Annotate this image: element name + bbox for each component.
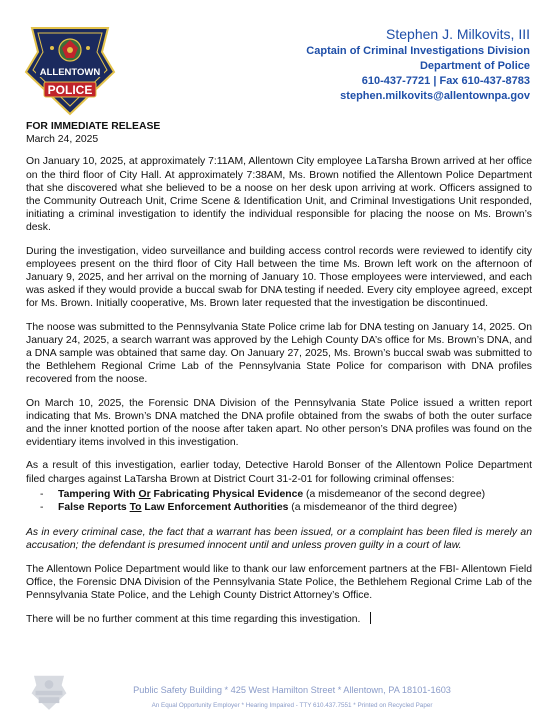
charges-list xyxy=(40,488,532,514)
release-body xyxy=(26,120,532,637)
contact-phone-fax: 610-437-7721 | Fax 610-437-8783 xyxy=(361,75,530,87)
badge-bottom-text: POLICE xyxy=(47,83,93,97)
text-cursor xyxy=(370,612,371,624)
release-heading: FOR IMMEDIATE RELEASE xyxy=(26,121,161,132)
badge-top-text: ALLENTOWN xyxy=(39,67,101,78)
list-dash: - xyxy=(40,488,44,500)
paragraph-2: During the investigation, video surveillance and building access control records were reviewed to identify city employees present on the third floor of City Hall between the time Ms. Brown left work on the afternoon of January 9, 2025, and her arrival on the morning of January 10. Those employees were interviewed, and each was asked if they would provide a buccal swab for DNA testing if needed. Every city employee agreed, except for Ms. Brown. Initially cooperative, Ms. Brown later requested that the investigation be discontinued. xyxy=(26,245,532,310)
release-date: March 24, 2025 xyxy=(26,134,99,146)
disclaimer-paragraph: As in every criminal case, the fact that a warrant has been issued, or a complaint has been filed is merely an accusation; the defendant is presumed innocent until and unless proven guilty in a court of law. xyxy=(26,527,532,552)
contact-name: Stephen J. Milkovits, III xyxy=(386,26,530,42)
paragraph-5: As a result of this investigation, earlier today, Detective Harold Bonser of the Allentown Police Department filed charges against LaTarsha Brown at District Court 31-2-01 for following criminal offenses: xyxy=(26,460,532,485)
charge-title: Tampering With Or Fabricating Physical Evidence xyxy=(58,488,304,500)
charge-title: False Reports To Law Enforcement Authorities xyxy=(58,502,289,514)
contact-title: Captain of Criminal Investigations Division xyxy=(306,45,530,57)
charge-degree: (a misdemeanor of the third degree) xyxy=(288,502,458,514)
allentown-police-badge-logo xyxy=(22,22,118,116)
list-dash: - xyxy=(40,502,44,514)
contact-block xyxy=(306,27,530,104)
charge-item xyxy=(40,501,532,514)
closing-paragraph: There will be no further comment at this time regarding this investigation. xyxy=(26,612,532,626)
paragraph-3: The noose was submitted to the Pennsylvania State Police crime lab for DNA testing on January 14, 2025. On January 24, 2025, a search warrant was approved by the Lehigh County DA’s office for Ms. Brown’s DNA, and a DNA sample was obtained that same day. On January 27, 2025, Ms. Brown’s buccal swab was submitted to the Bethlehem Regional Crime Lab of the Pennsylvania State Police for comparison with DNA profiles recovered from the noose. xyxy=(26,321,532,386)
thanks-paragraph: The Allentown Police Department would like to thank our law enforcement partners at the FBI- Allentown Field Office, the Forensic DNA Division of the Pennsylvania State Police, the Bethlehem Regional Crime Lab of the Pennsylvania State Police, and the Lehigh County District Attorney’s Office. xyxy=(26,563,532,602)
charge-degree: (a misdemeanor of the second degree) xyxy=(303,488,486,500)
charge-item xyxy=(40,488,532,501)
footer-address: Public Safety Building * 425 West Hamilton Street * Allentown, PA 18101-1603 xyxy=(133,685,451,695)
footer-notice: An Equal Opportunity Employer * Hearing Impaired - TTY 610.437.7551 * Printed on Recycled Paper xyxy=(151,702,433,709)
paragraph-4: On March 10, 2025, the Forensic DNA Division of the Pennsylvania State Police issued a written report indicating that Ms. Brown’s DNA matched the DNA profile obtained from the swabs of both the outer surface and the inner knotted portion of the noose after taken apart. No other person’s DNA profiles was found on the evidentiary items involved in this investigation. xyxy=(26,397,532,449)
paragraph-1: On January 10, 2025, at approximately 7:11AM, Allentown City employee LaTarsha Brown arrived at her office on the third floor of City Hall. At approximately 7:38AM, Ms. Brown notified the Allentown Police Department that she discovered what she believed to be a noose on her desk upon arriving at work. Officers assigned to the Community Outreach Unit, Crime Scene & Identification Unit, and Criminal Investigations Unit responded, initiating a criminal investigation to identify the individual responsible for placing the noose on Ms. Brown’s desk. xyxy=(26,156,532,234)
contact-department: Department of Police xyxy=(419,60,530,72)
contact-email[interactable]: stephen.milkovits@allentownpa.gov xyxy=(340,90,530,102)
